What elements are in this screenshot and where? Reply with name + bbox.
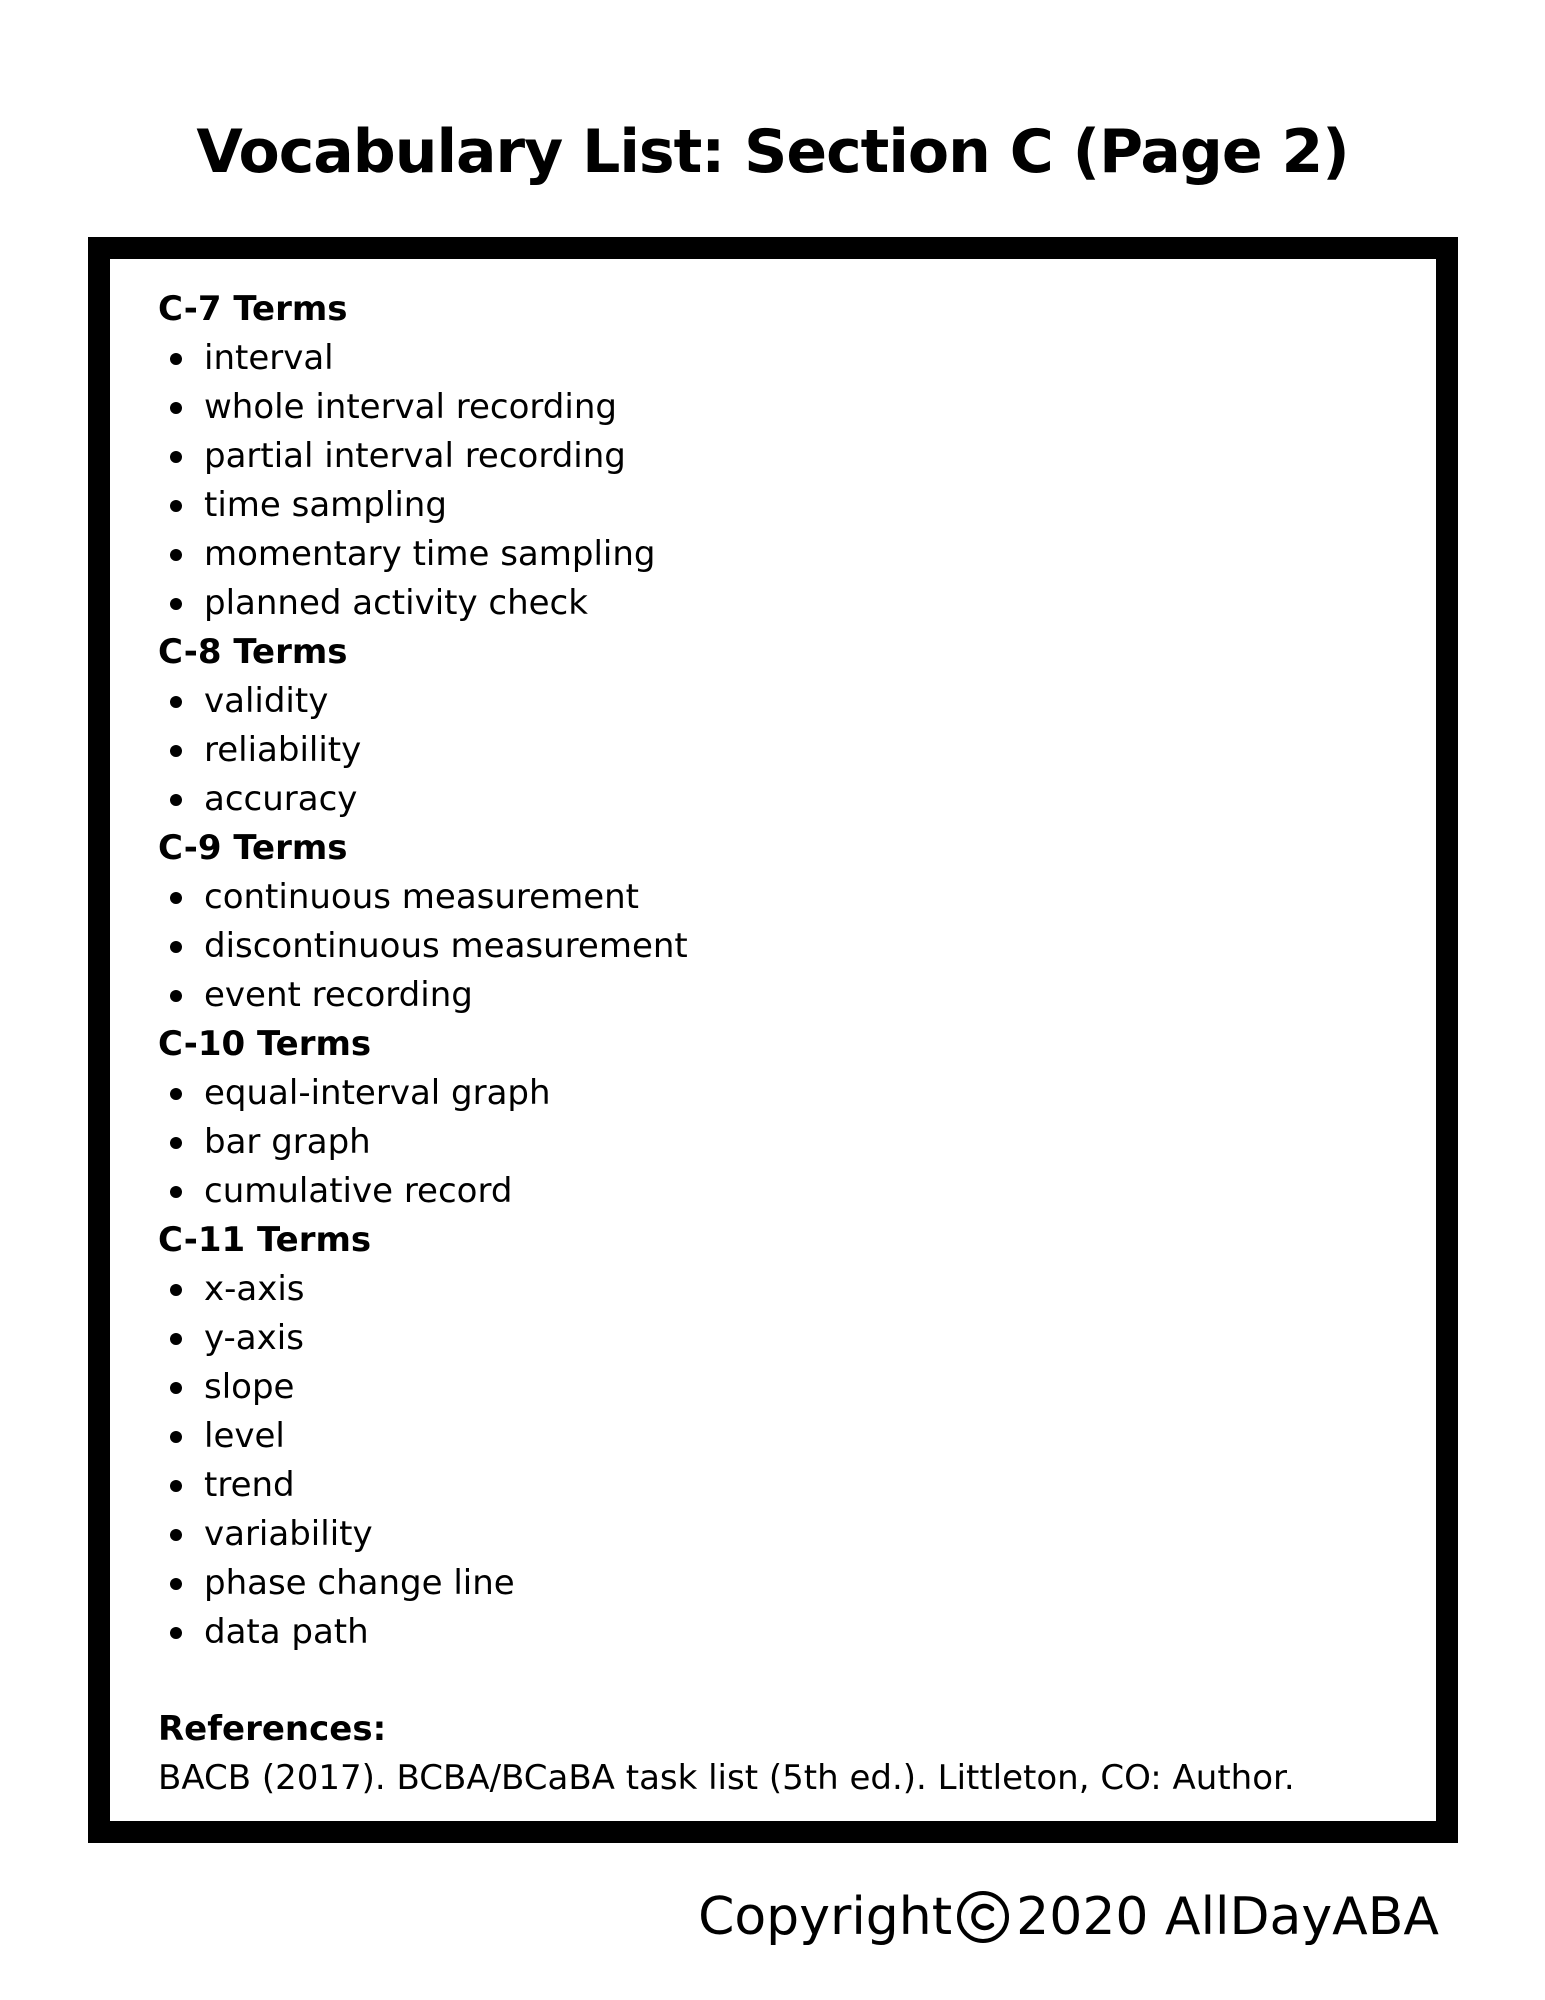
copyright-notice bbox=[698, 1882, 1439, 1952]
term-text: level bbox=[204, 1416, 285, 1456]
term-list bbox=[158, 334, 1396, 628]
term-text: interval bbox=[204, 338, 334, 378]
list-item bbox=[158, 1069, 1396, 1118]
term-text: phase change line bbox=[204, 1563, 515, 1603]
term-text: bar graph bbox=[204, 1122, 371, 1162]
list-item bbox=[158, 677, 1396, 726]
bullet-icon bbox=[170, 1333, 182, 1345]
bullet-icon bbox=[170, 353, 182, 365]
copyright-prefix: Copyright bbox=[698, 1887, 953, 1947]
bullet-icon bbox=[170, 1186, 182, 1198]
list-item bbox=[158, 530, 1396, 579]
bullet-icon bbox=[170, 1578, 182, 1590]
bullet-icon bbox=[170, 402, 182, 414]
references-text: BACB (2017). BCBA/BCaBA task list (5th ed.). Littleton, CO: Author. bbox=[158, 1758, 1295, 1798]
list-item bbox=[158, 1412, 1396, 1461]
list-item bbox=[158, 1510, 1396, 1559]
list-item bbox=[158, 1167, 1396, 1216]
term-text: momentary time sampling bbox=[204, 534, 656, 574]
term-text: planned activity check bbox=[204, 583, 588, 623]
section-c8 bbox=[158, 628, 1396, 824]
copyright-icon bbox=[956, 1890, 1010, 1944]
section-c11 bbox=[158, 1216, 1396, 1657]
term-text: equal-interval graph bbox=[204, 1073, 551, 1113]
section-heading: C-10 Terms bbox=[158, 1024, 372, 1064]
bullet-icon bbox=[170, 1382, 182, 1394]
list-item bbox=[158, 1559, 1396, 1608]
section-c9 bbox=[158, 824, 1396, 1020]
bullet-icon bbox=[170, 745, 182, 757]
bullet-icon bbox=[170, 696, 182, 708]
term-text: discontinuous measurement bbox=[204, 926, 688, 966]
term-text: partial interval recording bbox=[204, 436, 626, 476]
list-item bbox=[158, 1265, 1396, 1314]
bullet-icon bbox=[170, 941, 182, 953]
term-text: trend bbox=[204, 1465, 295, 1505]
term-text: x-axis bbox=[204, 1269, 305, 1309]
section-c7 bbox=[158, 285, 1396, 628]
term-text: accuracy bbox=[204, 779, 358, 819]
list-item bbox=[158, 1461, 1396, 1510]
bullet-icon bbox=[170, 1480, 182, 1492]
list-item bbox=[158, 726, 1396, 775]
section-heading: C-9 Terms bbox=[158, 828, 348, 868]
vocabulary-box bbox=[88, 237, 1458, 1843]
list-item bbox=[158, 1118, 1396, 1167]
list-item bbox=[158, 432, 1396, 481]
list-item bbox=[158, 1314, 1396, 1363]
term-text: whole interval recording bbox=[204, 387, 617, 427]
term-text: continuous measurement bbox=[204, 877, 639, 917]
list-item bbox=[158, 922, 1396, 971]
list-item bbox=[158, 334, 1396, 383]
list-item bbox=[158, 775, 1396, 824]
bullet-icon bbox=[170, 1627, 182, 1639]
list-item bbox=[158, 873, 1396, 922]
term-text: cumulative record bbox=[204, 1171, 513, 1211]
list-item bbox=[158, 383, 1396, 432]
term-text: y-axis bbox=[204, 1318, 304, 1358]
term-text: variability bbox=[204, 1514, 373, 1554]
term-text: data path bbox=[204, 1612, 369, 1652]
list-item bbox=[158, 481, 1396, 530]
bullet-icon bbox=[170, 1284, 182, 1296]
bullet-icon bbox=[170, 451, 182, 463]
bullet-icon bbox=[170, 1431, 182, 1443]
bullet-icon bbox=[170, 598, 182, 610]
page-title: Vocabulary List: Section C (Page 2) bbox=[196, 117, 1349, 187]
section-heading: C-8 Terms bbox=[158, 632, 348, 672]
term-text: event recording bbox=[204, 975, 473, 1015]
bullet-icon bbox=[170, 990, 182, 1002]
section-heading: C-7 Terms bbox=[158, 289, 348, 329]
list-item bbox=[158, 1363, 1396, 1412]
list-item bbox=[158, 579, 1396, 628]
copyright-suffix: 2020 AllDayABA bbox=[1016, 1887, 1439, 1947]
bullet-icon bbox=[170, 1137, 182, 1149]
bullet-icon bbox=[170, 794, 182, 806]
bullet-icon bbox=[170, 1529, 182, 1541]
list-item bbox=[158, 1608, 1396, 1657]
term-text: validity bbox=[204, 681, 329, 721]
term-text: time sampling bbox=[204, 485, 447, 525]
vocabulary-content bbox=[158, 285, 1396, 1803]
references-heading: References: bbox=[158, 1709, 387, 1749]
term-list bbox=[158, 677, 1396, 824]
term-list bbox=[158, 1069, 1396, 1216]
term-text: reliability bbox=[204, 730, 362, 770]
references bbox=[158, 1705, 1396, 1803]
bullet-icon bbox=[170, 1088, 182, 1100]
list-item bbox=[158, 971, 1396, 1020]
bullet-icon bbox=[170, 892, 182, 904]
term-text: slope bbox=[204, 1367, 295, 1407]
bullet-icon bbox=[170, 549, 182, 561]
section-heading: C-11 Terms bbox=[158, 1220, 372, 1260]
term-list bbox=[158, 1265, 1396, 1657]
section-c10 bbox=[158, 1020, 1396, 1216]
term-list bbox=[158, 873, 1396, 1020]
bullet-icon bbox=[170, 500, 182, 512]
